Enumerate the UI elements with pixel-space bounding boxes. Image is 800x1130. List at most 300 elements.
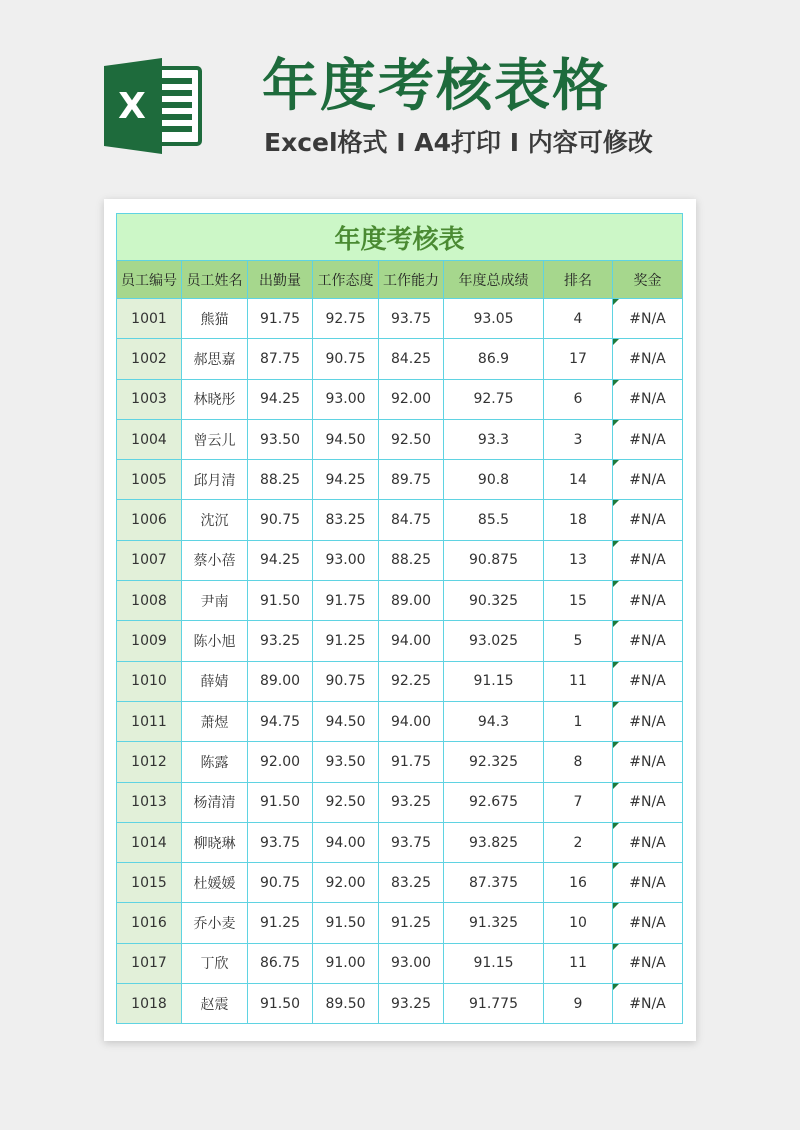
rank-cell-text: 15 [569, 592, 587, 609]
name-cell[interactable] [182, 822, 248, 862]
id-cell[interactable] [117, 460, 182, 500]
attitude-cell-text: 94.00 [325, 834, 366, 851]
id-cell[interactable] [117, 379, 182, 419]
attitude-cell[interactable] [313, 460, 379, 500]
bonus-cell-text: #N/A [629, 391, 666, 408]
bonus-cell[interactable] [613, 621, 683, 661]
table-row [117, 581, 683, 621]
id-cell[interactable] [117, 661, 182, 701]
id-cell-text: 1016 [131, 915, 167, 932]
name-cell[interactable] [182, 540, 248, 580]
attitude-cell-text: 91.25 [325, 633, 366, 650]
rank-cell[interactable] [544, 500, 613, 540]
name-cell-text: 邱月清 [193, 472, 236, 489]
bonus-cell[interactable] [613, 581, 683, 621]
bonus-cell-text: #N/A [629, 874, 666, 891]
rank-cell[interactable] [544, 581, 613, 621]
name-cell-text: 柳晓琳 [193, 835, 236, 852]
total-cell-text: 91.15 [473, 955, 514, 972]
ability-cell-text: 91.25 [390, 915, 432, 932]
bonus-cell[interactable] [613, 782, 683, 822]
attendance-cell[interactable] [248, 822, 313, 862]
rank-cell[interactable] [544, 903, 613, 943]
ability-cell-text: 92.50 [390, 431, 432, 448]
name-cell[interactable] [182, 460, 248, 500]
col-total-header[interactable]: 年度总成绩 [444, 261, 544, 299]
id-cell[interactable] [117, 822, 182, 862]
id-cell-text: 1007 [131, 552, 167, 569]
attitude-cell[interactable] [313, 581, 379, 621]
rank-cell-text: 1 [573, 713, 583, 730]
ability-cell[interactable] [379, 661, 444, 701]
ability-cell[interactable] [379, 701, 444, 741]
column-header-row [117, 261, 683, 299]
attitude-cell-text: 93.00 [325, 552, 366, 569]
bonus-cell[interactable] [613, 419, 683, 459]
rank-cell-text: 7 [573, 794, 583, 811]
attendance-cell-text: 92.00 [259, 753, 301, 770]
name-cell[interactable] [182, 419, 248, 459]
table-row [117, 782, 683, 822]
table-row [117, 661, 683, 701]
ability-cell-text: 93.75 [390, 834, 432, 851]
attendance-cell-text: 91.50 [259, 995, 301, 1012]
bonus-cell-text: #N/A [629, 633, 666, 650]
logo-letter: X [118, 86, 146, 127]
col-employee-name-header[interactable]: 员工姓名 [182, 261, 248, 299]
rank-cell[interactable] [544, 701, 613, 741]
rank-cell-text: 13 [569, 552, 587, 569]
name-cell[interactable] [182, 581, 248, 621]
rank-cell[interactable] [544, 419, 613, 459]
ability-cell-text: 93.25 [390, 995, 432, 1012]
col-attendance-header[interactable]: 出勤量 [248, 261, 313, 299]
table-row [117, 299, 683, 339]
bonus-cell[interactable] [613, 379, 683, 419]
rank-cell[interactable] [544, 943, 613, 983]
id-cell[interactable] [117, 701, 182, 741]
attendance-cell[interactable] [248, 782, 313, 822]
error-indicator-icon [613, 863, 619, 869]
total-cell-text: 91.775 [469, 995, 518, 1012]
rank-cell[interactable] [544, 984, 613, 1024]
name-cell[interactable] [182, 701, 248, 741]
attitude-cell-text: 94.25 [325, 471, 366, 488]
assessment-table [116, 213, 683, 1024]
error-indicator-icon [613, 500, 619, 506]
ability-cell-text: 91.75 [390, 753, 432, 770]
id-cell-text: 1006 [131, 512, 167, 529]
page-title: 年度考核表格 [262, 54, 610, 119]
error-indicator-icon [613, 823, 619, 829]
attendance-cell-text: 93.50 [259, 431, 301, 448]
ability-cell[interactable] [379, 339, 444, 379]
error-indicator-icon [613, 621, 619, 627]
attendance-cell-text: 93.25 [259, 633, 301, 650]
attendance-cell-text: 88.25 [259, 471, 301, 488]
attendance-cell-text: 90.75 [259, 512, 301, 529]
total-cell[interactable] [444, 540, 544, 580]
bonus-cell[interactable] [613, 863, 683, 903]
id-cell-text: 1002 [131, 350, 167, 367]
attitude-cell[interactable] [313, 540, 379, 580]
name-cell-text: 陈露 [200, 754, 229, 771]
bonus-cell-text: #N/A [629, 512, 666, 529]
name-cell-text: 尹南 [200, 593, 229, 610]
error-indicator-icon [613, 339, 619, 345]
attendance-cell[interactable] [248, 621, 313, 661]
attendance-cell[interactable] [248, 419, 313, 459]
total-cell-text: 85.5 [477, 512, 510, 529]
attitude-cell[interactable] [313, 661, 379, 701]
id-cell-text: 1013 [131, 794, 167, 811]
name-cell[interactable] [182, 943, 248, 983]
ability-cell-text: 93.75 [390, 310, 432, 327]
ability-cell-text: 92.25 [390, 673, 432, 690]
id-cell-text: 1011 [131, 713, 167, 730]
rank-cell-text: 14 [569, 471, 587, 488]
rank-cell[interactable] [544, 661, 613, 701]
col-ability-header[interactable]: 工作能力 [379, 261, 444, 299]
col-rank-header[interactable]: 排名 [544, 261, 613, 299]
bonus-cell[interactable] [613, 500, 683, 540]
error-indicator-icon [613, 702, 619, 708]
table-row [117, 419, 683, 459]
rank-cell-text: 11 [569, 673, 587, 690]
bonus-cell-text: #N/A [629, 592, 666, 609]
ability-cell-text: 88.25 [390, 552, 432, 569]
bonus-cell-text: #N/A [629, 753, 666, 770]
bonus-cell-text: #N/A [629, 552, 666, 569]
name-cell-text: 杨清清 [193, 795, 236, 812]
id-cell-text: 1003 [131, 391, 167, 408]
attendance-cell[interactable] [248, 984, 313, 1024]
id-cell[interactable] [117, 581, 182, 621]
excel-logo-icon [104, 58, 204, 154]
error-indicator-icon [613, 460, 619, 466]
rank-cell-text: 9 [573, 995, 583, 1012]
id-cell-text: 1012 [131, 753, 167, 770]
table-body [117, 299, 683, 1024]
attendance-cell-text: 94.75 [259, 713, 301, 730]
rank-cell[interactable] [544, 822, 613, 862]
ability-cell-text: 94.00 [390, 713, 432, 730]
ability-cell[interactable] [379, 500, 444, 540]
total-cell-text: 90.875 [469, 552, 518, 569]
col-attitude-header[interactable]: 工作态度 [313, 261, 379, 299]
bonus-cell[interactable] [613, 299, 683, 339]
total-cell-text: 91.15 [473, 673, 514, 690]
id-cell[interactable] [117, 299, 182, 339]
bonus-cell-text: #N/A [629, 713, 666, 730]
id-cell[interactable] [117, 339, 182, 379]
bonus-cell[interactable] [613, 984, 683, 1024]
bonus-cell[interactable] [613, 661, 683, 701]
attendance-cell[interactable] [248, 339, 313, 379]
attendance-cell-text: 91.75 [259, 310, 301, 327]
attitude-cell-text: 93.00 [325, 391, 366, 408]
total-cell[interactable] [444, 701, 544, 741]
total-cell[interactable] [444, 621, 544, 661]
attitude-cell-text: 94.50 [325, 431, 366, 448]
name-cell-text: 乔小麦 [193, 916, 236, 933]
rank-cell-text: 8 [573, 753, 583, 770]
ability-cell[interactable] [379, 943, 444, 983]
bonus-cell[interactable] [613, 339, 683, 379]
name-cell[interactable] [182, 782, 248, 822]
attitude-cell[interactable] [313, 621, 379, 661]
attendance-cell-text: 94.25 [259, 391, 301, 408]
name-cell-text: 赵震 [200, 996, 229, 1013]
ability-cell-text: 84.75 [390, 512, 432, 529]
total-cell[interactable] [444, 500, 544, 540]
attitude-cell[interactable] [313, 701, 379, 741]
id-cell[interactable] [117, 419, 182, 459]
id-cell-text: 1018 [131, 995, 167, 1012]
bonus-cell[interactable] [613, 822, 683, 862]
bonus-cell-text: #N/A [629, 471, 666, 488]
attendance-cell[interactable] [248, 863, 313, 903]
attitude-cell-text: 92.00 [325, 874, 366, 891]
total-cell[interactable] [444, 661, 544, 701]
total-cell[interactable] [444, 379, 544, 419]
id-cell[interactable] [117, 500, 182, 540]
page-header [0, 0, 800, 190]
attendance-cell[interactable] [248, 943, 313, 983]
attendance-cell[interactable] [248, 460, 313, 500]
total-cell-text: 93.825 [469, 834, 518, 851]
name-cell[interactable] [182, 339, 248, 379]
id-cell[interactable] [117, 782, 182, 822]
rank-cell-text: 11 [569, 955, 587, 972]
ability-cell[interactable] [379, 782, 444, 822]
error-indicator-icon [613, 541, 619, 547]
attitude-cell[interactable] [313, 419, 379, 459]
total-cell[interactable] [444, 984, 544, 1024]
total-cell[interactable] [444, 419, 544, 459]
id-cell-text: 1004 [131, 431, 167, 448]
total-cell-text: 93.3 [477, 431, 510, 448]
total-cell-text: 90.325 [469, 592, 518, 609]
table-row [117, 460, 683, 500]
name-cell[interactable] [182, 863, 248, 903]
id-cell[interactable] [117, 863, 182, 903]
total-cell[interactable] [444, 822, 544, 862]
ability-cell-text: 84.25 [390, 350, 432, 367]
total-cell[interactable] [444, 943, 544, 983]
attitude-cell-text: 89.50 [325, 995, 366, 1012]
attendance-cell-text: 93.75 [259, 834, 301, 851]
table-banner: 年度考核表 [117, 214, 683, 261]
name-cell-text: 蔡小蓓 [193, 553, 236, 570]
error-indicator-icon [613, 783, 619, 789]
col-bonus-header[interactable]: 奖金 [613, 261, 683, 299]
attitude-cell[interactable] [313, 822, 379, 862]
bonus-cell-text: #N/A [629, 431, 666, 448]
ability-cell[interactable] [379, 984, 444, 1024]
ability-cell[interactable] [379, 419, 444, 459]
attitude-cell[interactable] [313, 339, 379, 379]
attendance-cell[interactable] [248, 701, 313, 741]
total-cell-text: 90.8 [477, 471, 510, 488]
table-row [117, 984, 683, 1024]
attitude-cell[interactable] [313, 984, 379, 1024]
rank-cell[interactable] [544, 299, 613, 339]
attitude-cell-text: 91.75 [325, 592, 366, 609]
ability-cell[interactable] [379, 822, 444, 862]
ability-cell-text: 94.00 [390, 633, 432, 650]
rank-cell[interactable] [544, 379, 613, 419]
name-cell[interactable] [182, 500, 248, 540]
bonus-cell-text: #N/A [629, 673, 666, 690]
attendance-cell[interactable] [248, 903, 313, 943]
bonus-cell-text: #N/A [629, 794, 666, 811]
attitude-cell[interactable] [313, 299, 379, 339]
attendance-cell[interactable] [248, 581, 313, 621]
bonus-cell-text: #N/A [629, 955, 666, 972]
attendance-cell-text: 86.75 [259, 955, 301, 972]
name-cell[interactable] [182, 621, 248, 661]
attendance-cell[interactable] [248, 661, 313, 701]
total-cell[interactable] [444, 782, 544, 822]
attitude-cell-text: 90.75 [325, 350, 366, 367]
name-cell-text: 林晓彤 [193, 392, 236, 409]
total-cell-text: 94.3 [477, 713, 510, 730]
attendance-cell-text: 89.00 [259, 673, 301, 690]
total-cell-text: 91.325 [469, 915, 518, 932]
id-cell[interactable] [117, 621, 182, 661]
id-cell[interactable] [117, 540, 182, 580]
attendance-cell-text: 91.50 [259, 592, 301, 609]
id-cell[interactable] [117, 742, 182, 782]
attitude-cell[interactable] [313, 742, 379, 782]
attendance-cell-text: 94.25 [259, 552, 301, 569]
attendance-cell[interactable] [248, 500, 313, 540]
ability-cell-text: 92.00 [390, 391, 432, 408]
error-indicator-icon [613, 380, 619, 386]
attitude-cell[interactable] [313, 903, 379, 943]
name-cell[interactable] [182, 903, 248, 943]
ability-cell[interactable] [379, 460, 444, 500]
bonus-cell[interactable] [613, 742, 683, 782]
attendance-cell[interactable] [248, 299, 313, 339]
ability-cell[interactable] [379, 742, 444, 782]
total-cell[interactable] [444, 581, 544, 621]
ability-cell[interactable] [379, 621, 444, 661]
rank-cell-text: 17 [569, 350, 587, 367]
id-cell[interactable] [117, 903, 182, 943]
rank-cell[interactable] [544, 782, 613, 822]
attitude-cell-text: 91.00 [325, 955, 366, 972]
attendance-cell-text: 91.50 [259, 794, 301, 811]
rank-cell[interactable] [544, 540, 613, 580]
rank-cell-text: 10 [569, 915, 587, 932]
bonus-cell-text: #N/A [629, 834, 666, 851]
rank-cell[interactable] [544, 460, 613, 500]
attitude-cell-text: 83.25 [325, 512, 366, 529]
attitude-cell-text: 92.50 [325, 794, 366, 811]
total-cell-text: 93.05 [473, 310, 514, 327]
name-cell[interactable] [182, 661, 248, 701]
ability-cell[interactable] [379, 299, 444, 339]
rank-cell[interactable] [544, 621, 613, 661]
attendance-cell-text: 90.75 [259, 874, 301, 891]
error-indicator-icon [613, 903, 619, 909]
total-cell[interactable] [444, 863, 544, 903]
id-cell[interactable] [117, 984, 182, 1024]
error-indicator-icon [613, 662, 619, 668]
attitude-cell[interactable] [313, 500, 379, 540]
total-cell-text: 92.675 [469, 794, 518, 811]
ability-cell-text: 83.25 [390, 874, 432, 891]
attendance-cell[interactable] [248, 379, 313, 419]
id-cell[interactable] [117, 943, 182, 983]
attendance-cell[interactable] [248, 540, 313, 580]
rank-cell[interactable] [544, 863, 613, 903]
name-cell-text: 沈沉 [200, 513, 229, 530]
name-cell-text: 萧煜 [200, 714, 229, 731]
name-cell-text: 杜媛媛 [193, 875, 236, 892]
total-cell[interactable] [444, 299, 544, 339]
id-cell-text: 1010 [131, 673, 167, 690]
rank-cell-text: 5 [573, 633, 583, 650]
name-cell[interactable] [182, 299, 248, 339]
total-cell[interactable] [444, 339, 544, 379]
spreadsheet-page [104, 199, 696, 1041]
table-row [117, 621, 683, 661]
col-employee-id-header[interactable]: 员工编号 [117, 261, 182, 299]
total-cell[interactable] [444, 742, 544, 782]
bonus-cell[interactable] [613, 903, 683, 943]
ability-cell[interactable] [379, 379, 444, 419]
ability-cell[interactable] [379, 903, 444, 943]
name-cell[interactable] [182, 984, 248, 1024]
bonus-cell[interactable] [613, 943, 683, 983]
ability-cell-text: 89.00 [390, 592, 432, 609]
ability-cell[interactable] [379, 540, 444, 580]
attitude-cell[interactable] [313, 782, 379, 822]
bonus-cell[interactable] [613, 701, 683, 741]
rank-cell-text: 4 [573, 310, 583, 327]
bonus-cell[interactable] [613, 540, 683, 580]
total-cell[interactable] [444, 460, 544, 500]
attitude-cell[interactable] [313, 379, 379, 419]
id-cell-text: 1015 [131, 874, 167, 891]
name-cell[interactable] [182, 379, 248, 419]
table-row [117, 903, 683, 943]
bonus-cell-text: #N/A [629, 915, 666, 932]
error-indicator-icon [613, 742, 619, 748]
name-cell[interactable] [182, 742, 248, 782]
name-cell-text: 丁欣 [200, 956, 229, 973]
rank-cell[interactable] [544, 742, 613, 782]
attitude-cell-text: 94.50 [325, 713, 366, 730]
name-cell-text: 郝思嘉 [193, 351, 236, 368]
total-cell[interactable] [444, 903, 544, 943]
attendance-cell[interactable] [248, 742, 313, 782]
attitude-cell[interactable] [313, 943, 379, 983]
bonus-cell-text: #N/A [629, 995, 666, 1012]
rank-cell[interactable] [544, 339, 613, 379]
rank-cell-text: 16 [569, 874, 587, 891]
total-cell-text: 92.75 [473, 391, 514, 408]
attitude-cell-text: 93.50 [325, 753, 366, 770]
attitude-cell[interactable] [313, 863, 379, 903]
bonus-cell[interactable] [613, 460, 683, 500]
ability-cell[interactable] [379, 581, 444, 621]
attendance-cell-text: 87.75 [259, 350, 301, 367]
ability-cell[interactable] [379, 863, 444, 903]
